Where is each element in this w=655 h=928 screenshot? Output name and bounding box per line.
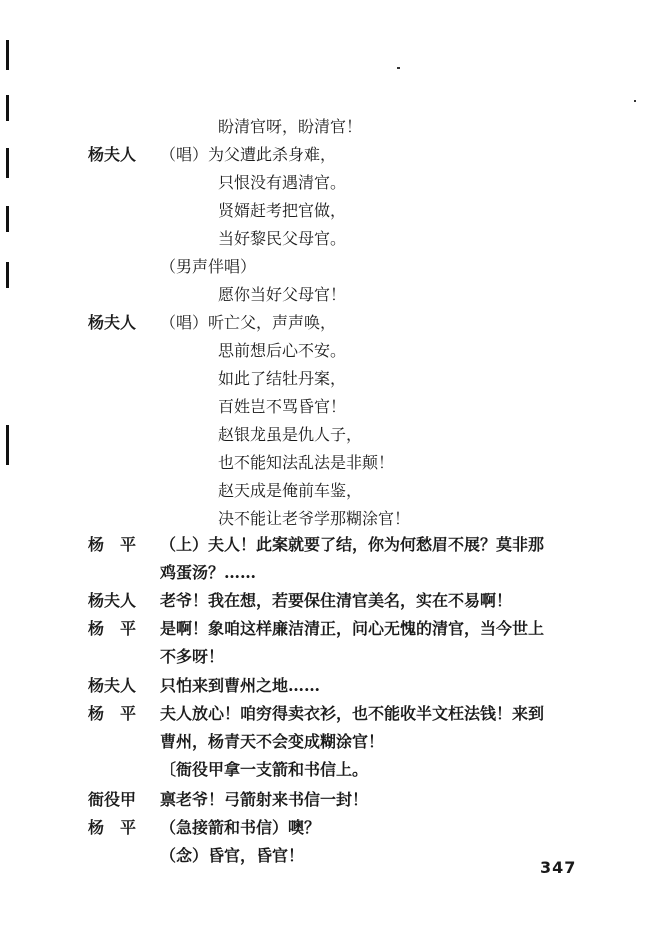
line-text: 盼清官呀，盼清官！	[218, 117, 363, 136]
speaker-name: 杨夫人	[88, 591, 137, 610]
line-text: （唱）听亡父，声声唤，	[160, 313, 337, 332]
script-line	[0, 700, 655, 728]
line-text: 赵天成是俺前车鉴，	[218, 481, 363, 500]
script-line	[0, 253, 655, 281]
script-line	[0, 786, 655, 814]
speck	[634, 100, 636, 102]
margin-mark	[6, 40, 9, 70]
script-line	[0, 559, 655, 587]
line-text: 不多呀！	[160, 647, 225, 666]
line-text: 〔衙役甲拿一支箭和书信上。	[160, 760, 369, 779]
speaker-name: 杨夫人	[88, 145, 137, 164]
speaker-name: 杨 平	[88, 818, 137, 837]
script-line	[0, 477, 655, 505]
script-line	[0, 113, 655, 141]
script-line	[0, 728, 655, 756]
page-number: 347	[540, 858, 577, 877]
line-text: 也不能知法乱法是非颠！	[218, 453, 395, 472]
script-line	[0, 393, 655, 421]
line-text: 夫人放心！咱穷得卖衣衫，也不能收半文枉法钱！来到	[160, 704, 545, 723]
script-line	[0, 531, 655, 559]
speaker-name: 杨夫人	[88, 313, 137, 332]
line-text: （急接箭和书信）噢？	[160, 818, 321, 837]
line-text: 曹州，杨青天不会变成糊涂官！	[160, 732, 385, 751]
script-line	[0, 309, 655, 337]
speaker-name: 衙役甲	[88, 790, 137, 809]
line-text: （唱）为父遭此杀身难，	[160, 145, 337, 164]
script-line	[0, 814, 655, 842]
script-line	[0, 225, 655, 253]
line-text: 愿你当好父母官！	[218, 285, 347, 304]
script-line	[0, 615, 655, 643]
line-text: （上）夫人！此案就要了结，你为何愁眉不展？莫非那	[160, 535, 545, 554]
line-text: 只怕来到曹州之地……	[160, 676, 321, 695]
line-text: 只恨没有遇清官。	[218, 173, 347, 192]
line-text: 百姓岂不骂昏官！	[218, 397, 347, 416]
script-line	[0, 421, 655, 449]
line-text: 思前想后心不安。	[218, 341, 347, 360]
line-text: 当好黎民父母官。	[218, 229, 347, 248]
script-line	[0, 365, 655, 393]
line-text: 决不能让老爷学那糊涂官！	[218, 509, 411, 528]
line-text: 鸡蛋汤？……	[160, 563, 257, 582]
speaker-name: 杨 平	[88, 535, 137, 554]
script-line	[0, 449, 655, 477]
script-line	[0, 587, 655, 615]
script-line	[0, 281, 655, 309]
script-line	[0, 756, 655, 784]
script-line	[0, 141, 655, 169]
speaker-name: 杨 平	[88, 704, 137, 723]
speaker-name: 杨夫人	[88, 676, 137, 695]
script-line	[0, 505, 655, 533]
line-text: 老爷！我在想，若要保住清官美名，实在不易啊！	[160, 591, 513, 610]
script-line	[0, 672, 655, 700]
line-text: 如此了结牡丹案，	[218, 369, 347, 388]
script-line	[0, 197, 655, 225]
line-text: 贤婿赶考把官做，	[218, 201, 347, 220]
script-line	[0, 643, 655, 671]
line-text: （念）昏官，昏官！	[160, 846, 305, 865]
script-line	[0, 337, 655, 365]
line-text: 赵银龙虽是仇人子，	[218, 425, 363, 444]
line-text: 是啊！象咱这样廉洁清正，问心无愧的清官，当今世上	[160, 619, 545, 638]
line-text: （男声伴唱）	[160, 257, 257, 276]
speck	[397, 67, 400, 69]
script-line	[0, 169, 655, 197]
speaker-name: 杨 平	[88, 619, 137, 638]
line-text: 禀老爷！弓箭射来书信一封！	[160, 790, 369, 809]
